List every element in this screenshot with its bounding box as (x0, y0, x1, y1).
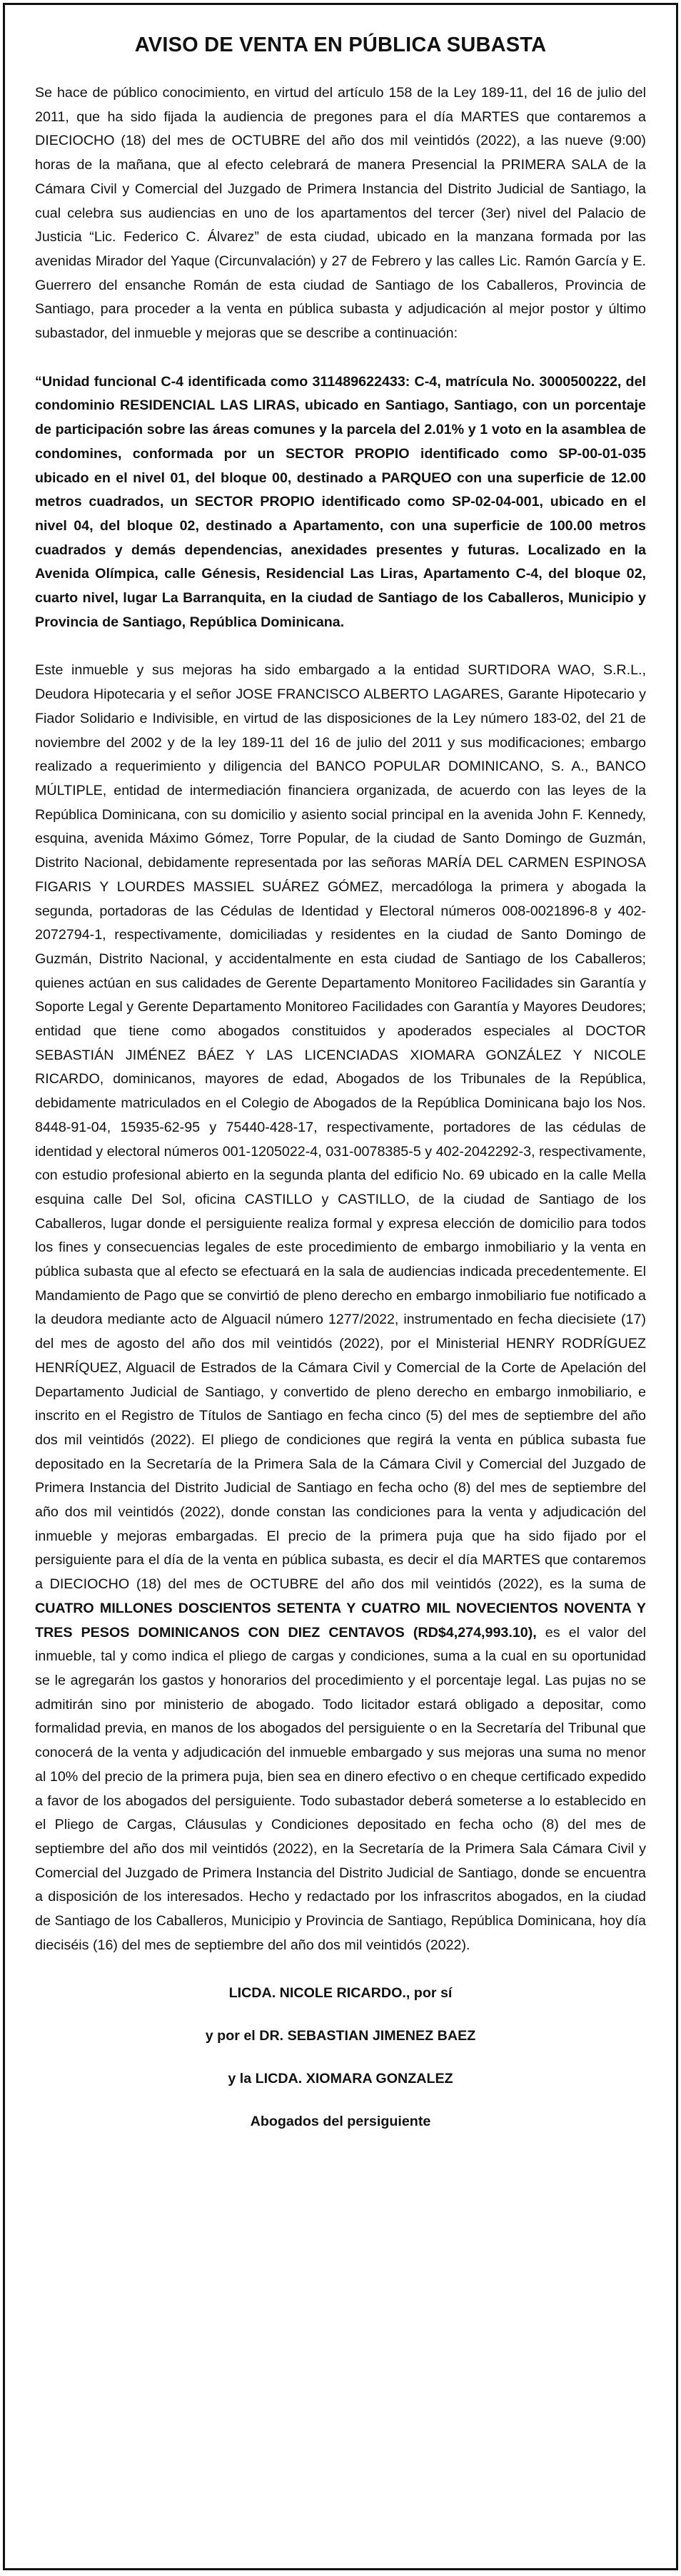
signature-line-3: y la LICDA. XIOMARA GONZALEZ (228, 2070, 453, 2086)
notice-title: AVISO DE VENTA EN PÚBLICA SUBASTA (134, 34, 547, 56)
body-text (35, 659, 646, 1957)
body-paragraph (35, 659, 646, 1957)
body-text-before-price: Este inmueble y sus mejoras ha sido embargado a la entidad SURTIDORA WAO, S.R.L., Deudora Hipotecaria y el señor JOSE FRANCISCO ALBERTO LAGARES, Garante Hipotecario y Fiador Solidario e Indivisible, en virtud de las disposiciones de la Ley número 183-02, del 21 de noviembre del 2002 y de la ley 189-11 del 16 de julio del 2011 y sus modificaciones; embargo realizado a requerimiento y diligencia del BANCO POPULAR DOMINICANO, S. A., BANCO MÚLTIPLE, entidad de intermediación financiera organizada, de acuerdo con las leyes de la República Dominicana, con su domicilio y asiento social principal en la avenida John F. Kennedy, esquina, avenida Máximo Gómez, Torre Popular, de la ciudad de Santo Domingo de Guzmán, Distrito Nacional, debidamente representada por las señoras MARÍA DEL CARMEN ESPINOSA FIGARIS Y LOURDES MASSIEL SUÁREZ GÓMEZ, mercadóloga la primera y abogada la segunda, portadoras de las Cédulas de Identidad y Electoral números 008-0021896-8 y 402-2072794-1, respectivamente, domiciliadas y residentes en la ciudad de Santo Domingo de Guzmán, Distrito Nacional, y accidentalmente en esta ciudad de Santiago de los Caballeros; quienes actúan en sus calidades de Gerente Departamento Monitoreo Facilidades sin Garantía y Soporte Legal y Gerente Departamento Monitoreo Facilidades con Garantía y Mayores Deudores; entidad que tiene como abogados constituidos y apoderados especiales al DOCTOR SEBASTIÁN JIMÉNEZ BÁEZ Y LAS LICENCIADAS XIOMARA GONZÁLEZ Y NICOLE RICARDO, dominicanos, mayores de edad, Abogados de los Tribunales de la República, debidamente matriculados en el Colegio de Abogados de la República Dominicana bajo los Nos. 8448-91-04, 15935-62-95 y 75440-428-17, respectivamente, portadores de las cédulas de identidad y electoral números 001-1205022-4, 031-0078385-5 y 402-2042292-3, respectivamente, con estudio profesional abierto en la segunda planta del edificio No. 69 ubicado en la calle Mella esquina calle Del Sol, oficina CASTILLO y CASTILLO, de la ciudad de Santiago de los Caballeros, lugar donde el persiguiente realiza formal y expresa elección de domicilio para todos los fines y consecuencias legales de este procedimiento de embargo inmobiliario y la venta en pública subasta que al efecto se efectuará en la sala de audiencias indicada precedentemente. El Mandamiento de Pago que se convirtió de pleno derecho en embargo inmobiliario fue notificado a la deudora mediante acto de Alguacil número 1277/2022, instrumentado en fecha diecisiete (17) del mes de agosto del año dos mil veintidós (2022), por el Ministerial HENRY RODRÍGUEZ HENRÍQUEZ, Alguacil de Estrados de la Cámara Civil y Comercial de la Corte de Apelación del Departamento Judicial de Santiago, y convertido de pleno derecho en embargo inmobiliario, e inscrito en el Registro de Títulos de Santiago en fecha cinco (5) del mes de septiembre del año dos mil veintidós (2022). El pliego de condiciones que regirá la venta en pública subasta fue depositado en la Secretaría de la Primera Sala de la Cámara Civil y Comercial del Juzgado de Primera Instancia del Distrito Judicial de Santiago en fecha ocho (8) del mes de septiembre del año dos mil veintidós (2022), donde constan las condiciones para la venta y adjudicación del inmueble y mejoras embargadas. El precio de la primera puja que ha sido fijado por el persiguiente para el día de la venta en pública subasta, es decir el día MARTES que contaremos a DIECIOCHO (18) del mes de OCTUBRE del año dos mil veintidós (2022), es la suma de (35, 662, 646, 1593)
body-text-after-price: es el valor del inmueble, tal y como indica el pliego de cargas y condiciones, suma a la cual en su oportunidad se le agregarán los gastos y honorarios del procedimiento y el porcentaje legal. Las pujas no se admitirán sino por ministerio de abogado. Todo licitador estará obligado a depositar, como formalidad previa, en manos de los abogados del persiguiente o en la Secretaría del Tribunal que conocerá de la venta y adjudicación del inmueble embargado y sus mejoras una suma no menor al 10% del precio de la primera puja, bien sea en dinero efectivo o en cheque certificado expedido a favor de los abogados del persiguiente. Todo subastador deberá someterse a lo establecido en el Pliego de Cargas, Cláusulas y Condiciones depositado en fecha ocho (8) del mes de septiembre del año dos mil veintidós (2022), en la Secretaría de la Primera Sala Cámara Civil y Comercial del Juzgado de Primera Instancia del Distrito Judicial de Santiago, donde se encuentra a disposición de los interesados. Hecho y redactado por los infrascritos abogados, en la ciudad de Santiago de los Caballeros, Municipio y Provincia de Santiago, República Dominicana, hoy día dieciséis (16) del mes de septiembre del año dos mil veintidós (2022). (35, 1624, 646, 1953)
signature-block (35, 1982, 646, 2134)
notice-page (3, 3, 678, 2570)
price-amount: CUATRO MILLONES DOSCIENTOS SETENTA Y CUATRO MIL NOVECIENTOS NOVENTA Y TRES PESOS DOMINICANOS CON DIEZ CENTAVOS (RD$4,274,993.10), (35, 1600, 646, 1641)
signature-line-2: y por el DR. SEBASTIAN JIMENEZ BAEZ (205, 2028, 476, 2044)
signature-line-1: LICDA. NICOLE RICARDO., por sí (228, 1985, 453, 2002)
intro-text: Se hace de público conocimiento, en virtud del artículo 158 de la Ley 189-11, del 16 de julio del 2011, que ha sido fijada la audiencia de pregones para el día MARTES que contaremos a DIECIOCHO (18) del mes de OCTUBRE del año dos mil veintidós (2022), a las nueve (9:00) horas de la mañana, que al efecto celebrará de manera Presencial la PRIMERA SALA de la Cámara Civil y Comercial del Juzgado de Primera Instancia del Distrito Judicial de Santiago, la cual celebra sus audiencias en uno de los apartamentos del tercer (3er) nivel del Palacio de Justicia “Lic. Federico C. Álvarez” de esta ciudad, ubicado en la manzana formada por las avenidas Mirador del Yaque (Circunvalación) y 27 de Febrero y las calles Lic. Ramón García y E. Guerrero del ensanche Román de esta ciudad de Santiago de los Caballeros, Provincia de Santiago, para proceder a la venta en pública subasta y adjudicación al mejor postor y último subastador, del inmueble y mejoras que se describe a continuación: (35, 85, 646, 342)
intro-paragraph (35, 81, 646, 346)
property-text: “Unidad funcional C-4 identificada como 311489622433: C-4, matrícula No. 3000500222, del condominio RESIDENCIAL LAS LIRAS, ubicado en Santiago, Santiago, con un porcentaje de participación sobre las áreas comunes y la parcela del 2.01% y 1 voto en la asamblea de condomines, conformada por un SECTOR PROPIO identificado como SP-00-01-035 ubicado en el nivel 01, del bloque 00, destinado a PARQUEO con una superficie de 12.00 metros cuadrados, un SECTOR PROPIO identificado como SP-02-04-001, ubicado en el nivel 04, del bloque 02, destinado a Apartamento, con una superficie de 100.00 metros cuadrados y demás dependencias, anexidades presentes y futuras. Localizado en la Avenida Olímpica, calle Génesis, Residencial Las Liras, Apartamento C-4, del bloque 02, cuarto nivel, lugar La Barranquita, en la ciudad de Santiago de los Caballeros, Municipio y Provincia de Santiago, República Dominicana. (35, 373, 646, 630)
property-description (35, 370, 646, 635)
signature-line-4: Abogados del persiguiente (250, 2113, 431, 2129)
